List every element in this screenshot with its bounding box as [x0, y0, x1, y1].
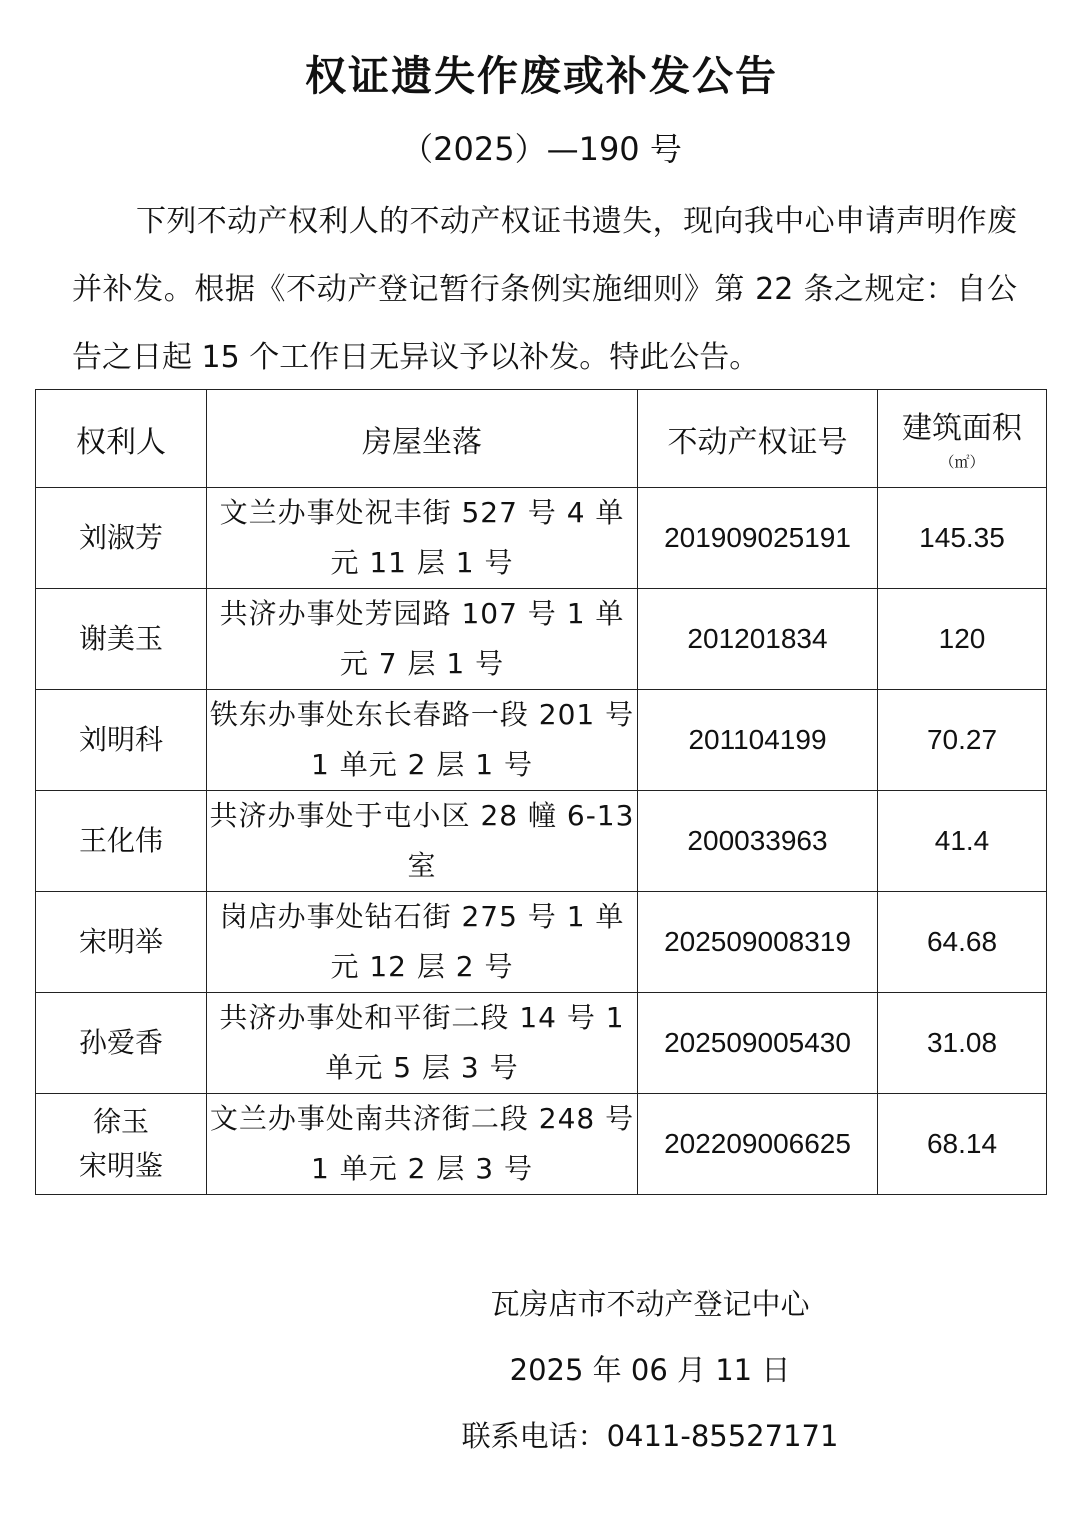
table-row — [36, 993, 1047, 1094]
address-cell: 共济办事处和平街二段 14 号 1 单元 5 层 3 号 — [207, 993, 638, 1094]
owner-cell — [36, 993, 207, 1094]
address-cell: 共济办事处于屯小区 28 幢 6-13 室 — [207, 791, 638, 892]
owner-name: 宋明举 — [78, 925, 163, 958]
notice-intro: 下列不动产权利人的不动产权证书遗失，现向我中心申请声明作废并补发。根据《不动产登记暂行条例实施细则》第 22 条之规定：自公告之日起 15 个工作日无异议予以补发。特此公告。 — [72, 204, 1017, 375]
header-area-label: 建筑面积 — [902, 410, 1022, 446]
owner-cell — [36, 1094, 207, 1195]
document-number: （2025）—190 号 — [401, 130, 682, 168]
owner-cell — [36, 488, 207, 589]
contact-phone: 联系电话：0411-85527171 — [461, 1419, 839, 1453]
owner-name: 刘淑芳 — [78, 521, 163, 554]
header-area-unit: （㎡） — [939, 452, 985, 471]
table-row — [36, 589, 1047, 690]
table-row — [36, 690, 1047, 791]
address-cell: 铁东办事处东长春路一段 201 号 1 单元 2 层 1 号 — [207, 690, 638, 791]
notice-title: 权证遗失作废或补发公告 — [305, 52, 778, 100]
cert-no-cell: 202209006625 — [638, 1094, 878, 1195]
address-cell: 文兰办事处祝丰街 527 号 4 单元 11 层 1 号 — [207, 488, 638, 589]
area-cell: 64.68 — [878, 892, 1047, 993]
header-area — [878, 390, 1047, 488]
owner-cell — [36, 791, 207, 892]
owner-name: 谢美玉 — [78, 622, 163, 655]
cert-no-cell: 202509008319 — [638, 892, 878, 993]
address-cell: 文兰办事处南共济街二段 248 号 1 单元 2 层 3 号 — [207, 1094, 638, 1195]
cert-no-cell: 202509005430 — [638, 993, 878, 1094]
issue-date: 2025 年 06 月 11 日 — [509, 1353, 791, 1387]
area-cell: 120 — [878, 589, 1047, 690]
area-cell: 70.27 — [878, 690, 1047, 791]
cert-no-cell: 201201834 — [638, 589, 878, 690]
owner-cell — [36, 589, 207, 690]
area-cell: 145.35 — [878, 488, 1047, 589]
cert-no-cell: 200033963 — [638, 791, 878, 892]
issuing-organization: 瓦房店市不动产登记中心 — [490, 1287, 810, 1321]
owner-name: 刘明科 — [78, 723, 163, 756]
area-cell: 68.14 — [878, 1094, 1047, 1195]
header-cert-no: 不动产权证号 — [638, 390, 878, 488]
cert-no-cell: 201104199 — [638, 690, 878, 791]
address-cell: 共济办事处芳园路 107 号 1 单元 7 层 1 号 — [207, 589, 638, 690]
area-cell: 31.08 — [878, 993, 1047, 1094]
owner-name: 徐玉 — [92, 1105, 149, 1138]
table-row — [36, 1094, 1047, 1195]
lost-certificate-table — [35, 389, 1047, 1195]
table-row — [36, 791, 1047, 892]
owner-name: 孙爱香 — [78, 1026, 163, 1059]
table-header-row — [36, 390, 1047, 488]
address-cell: 岗店办事处钻石街 275 号 1 单元 12 层 2 号 — [207, 892, 638, 993]
table-row — [36, 488, 1047, 589]
owner-name: 王化伟 — [78, 824, 163, 857]
header-address: 房屋坐落 — [207, 390, 638, 488]
co-owner-name: 宋明鉴 — [78, 1149, 163, 1182]
area-cell: 41.4 — [878, 791, 1047, 892]
cert-no-cell: 201909025191 — [638, 488, 878, 589]
table-row — [36, 892, 1047, 993]
owner-cell — [36, 892, 207, 993]
owner-cell — [36, 690, 207, 791]
header-owner: 权利人 — [36, 390, 207, 488]
